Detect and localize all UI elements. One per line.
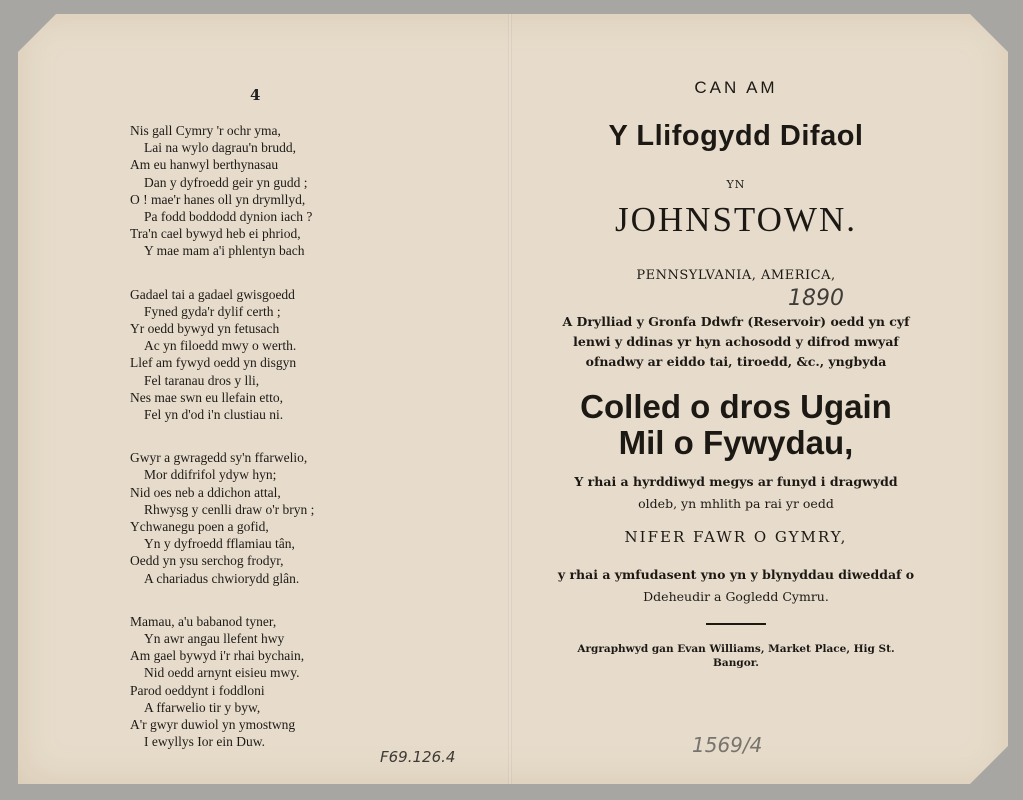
divider-rule xyxy=(706,623,766,625)
heading-can-am: CAN AM xyxy=(694,78,778,97)
poem-line: A chariadus chwiorydd glân. xyxy=(144,570,300,586)
stanza-2 xyxy=(130,286,390,424)
poem-line: Mamau, a'u babanod tyner, xyxy=(130,613,277,629)
poem-line: Ac yn filoedd mwy o werth. xyxy=(144,338,297,354)
victims-line-2: oldeb, yn mhlith pa rai yr oedd xyxy=(638,496,834,511)
stanza-4 xyxy=(130,613,390,751)
printer-line-1: Argraphwyd gan Evan Williams, Market Place, Hig St. xyxy=(577,643,895,655)
poem-line: Nis gall Cymry 'r ochr yma, xyxy=(130,123,281,138)
main-title: Y Llifogydd Difaol xyxy=(608,120,864,152)
word-yn: YN xyxy=(726,178,746,191)
handwritten-year: 1890 xyxy=(788,286,844,311)
stanza-3 xyxy=(130,449,390,587)
poem-line: O ! mae'r hanes oll yn drymllyd, xyxy=(130,191,306,207)
poem-line: Tra'n cael bywyd heb ei phriod, xyxy=(130,226,301,242)
poem-line: Gadael tai a gadael gwisgoedd xyxy=(130,286,295,302)
emigrants-line-2: Ddeheudir a Gogledd Cymru. xyxy=(643,589,829,604)
poem-line: Nid oedd arnynt eisieu mwy. xyxy=(144,665,300,681)
description-line: A Drylliad y Gronfa Ddwfr (Reservoir) oedd yn cyf xyxy=(562,314,910,329)
poem-line: Oedd yn ysu serchog frodyr, xyxy=(130,553,284,569)
torn-corner-top-right xyxy=(970,14,1008,52)
poem-line: Yn y dyfroedd fflamiau tân, xyxy=(144,536,295,552)
poem-line: Y mae mam a'i phlentyn bach xyxy=(144,243,305,259)
page-number: 4 xyxy=(250,86,261,104)
poem-line: Gwyr a gwragedd sy'n ffarwelio, xyxy=(130,450,308,466)
poem xyxy=(130,122,390,777)
poem-line: Am eu hanwyl berthynasau xyxy=(130,157,279,173)
description-line: lenwi y ddinas yr hyn achosodd y difrod mwyaf xyxy=(573,334,899,349)
poem-line: Dan y dyfroedd geir yn gudd ; xyxy=(144,174,308,190)
poem-line: Fel yn d'od i'n clustiau ni. xyxy=(144,407,284,423)
poem-line: Rhwysg y cenlli draw o'r bryn ; xyxy=(144,501,315,517)
poem-line: A ffarwelio tir y byw, xyxy=(144,699,261,715)
stanza-1 xyxy=(130,122,390,260)
poem-line: A'r gwyr duwiol yn ymostwng xyxy=(130,717,296,733)
poem-line: Fel taranau dros y lli, xyxy=(144,372,260,388)
description-line: ofnadwy ar eiddo tai, tiroedd, &c., yngbyda xyxy=(585,354,887,369)
poem-line: Parod oeddynt i foddloni xyxy=(130,682,265,698)
emigrants-line-1: y rhai a ymfudasent yno yn y blynyddau diweddaf o xyxy=(557,567,915,582)
poem-line: Llef am fywyd oedd yn disgyn xyxy=(130,355,297,371)
region-line: PENNSYLVANIA, AMERICA, xyxy=(636,268,836,283)
poem-line: Yr oedd bywyd yn fetusach xyxy=(130,321,280,337)
torn-corner-bottom-right xyxy=(970,746,1008,784)
loss-headline-1: Colled o dros Ugain xyxy=(580,388,892,425)
center-fold xyxy=(508,14,512,784)
poem-line: Pa fodd boddodd dynion iach ? xyxy=(144,209,313,225)
poem-line: Yn awr angau llefent hwy xyxy=(144,631,285,647)
poem-line: I ewyllys Ior ein Duw. xyxy=(144,734,265,750)
poem-line: Mor ddifrifol ydyw hyn; xyxy=(144,467,277,483)
poem-line: Fyned gyda'r dylif certh ; xyxy=(144,303,281,319)
victims-line-1: Y rhai a hyrddiwyd megys ar funyd i dragwydd xyxy=(574,474,898,489)
poem-line: Nid oes neb a ddichon attal, xyxy=(130,484,281,500)
printer-line-2: Bangor. xyxy=(713,657,759,669)
torn-corner-top-left xyxy=(18,14,56,52)
poem-line: Nes mae swn eu llefain etto, xyxy=(130,389,283,405)
poem-line: Ychwanegu poen a gofid, xyxy=(130,519,269,535)
catalog-number-left: F69.126.4 xyxy=(380,748,456,766)
place-title: JOHNSTOWN. xyxy=(615,200,857,239)
many-welsh-line: NIFER FAWR O GYMRY, xyxy=(624,528,848,546)
poem-line: Lai na wylo dagrau'n brudd, xyxy=(144,140,297,156)
poem-line: Am gael bywyd i'r rhai bychain, xyxy=(130,648,305,664)
catalog-number-right: 1569/4 xyxy=(692,733,763,757)
loss-headline-2: Mil o Fywydau, xyxy=(618,424,854,461)
